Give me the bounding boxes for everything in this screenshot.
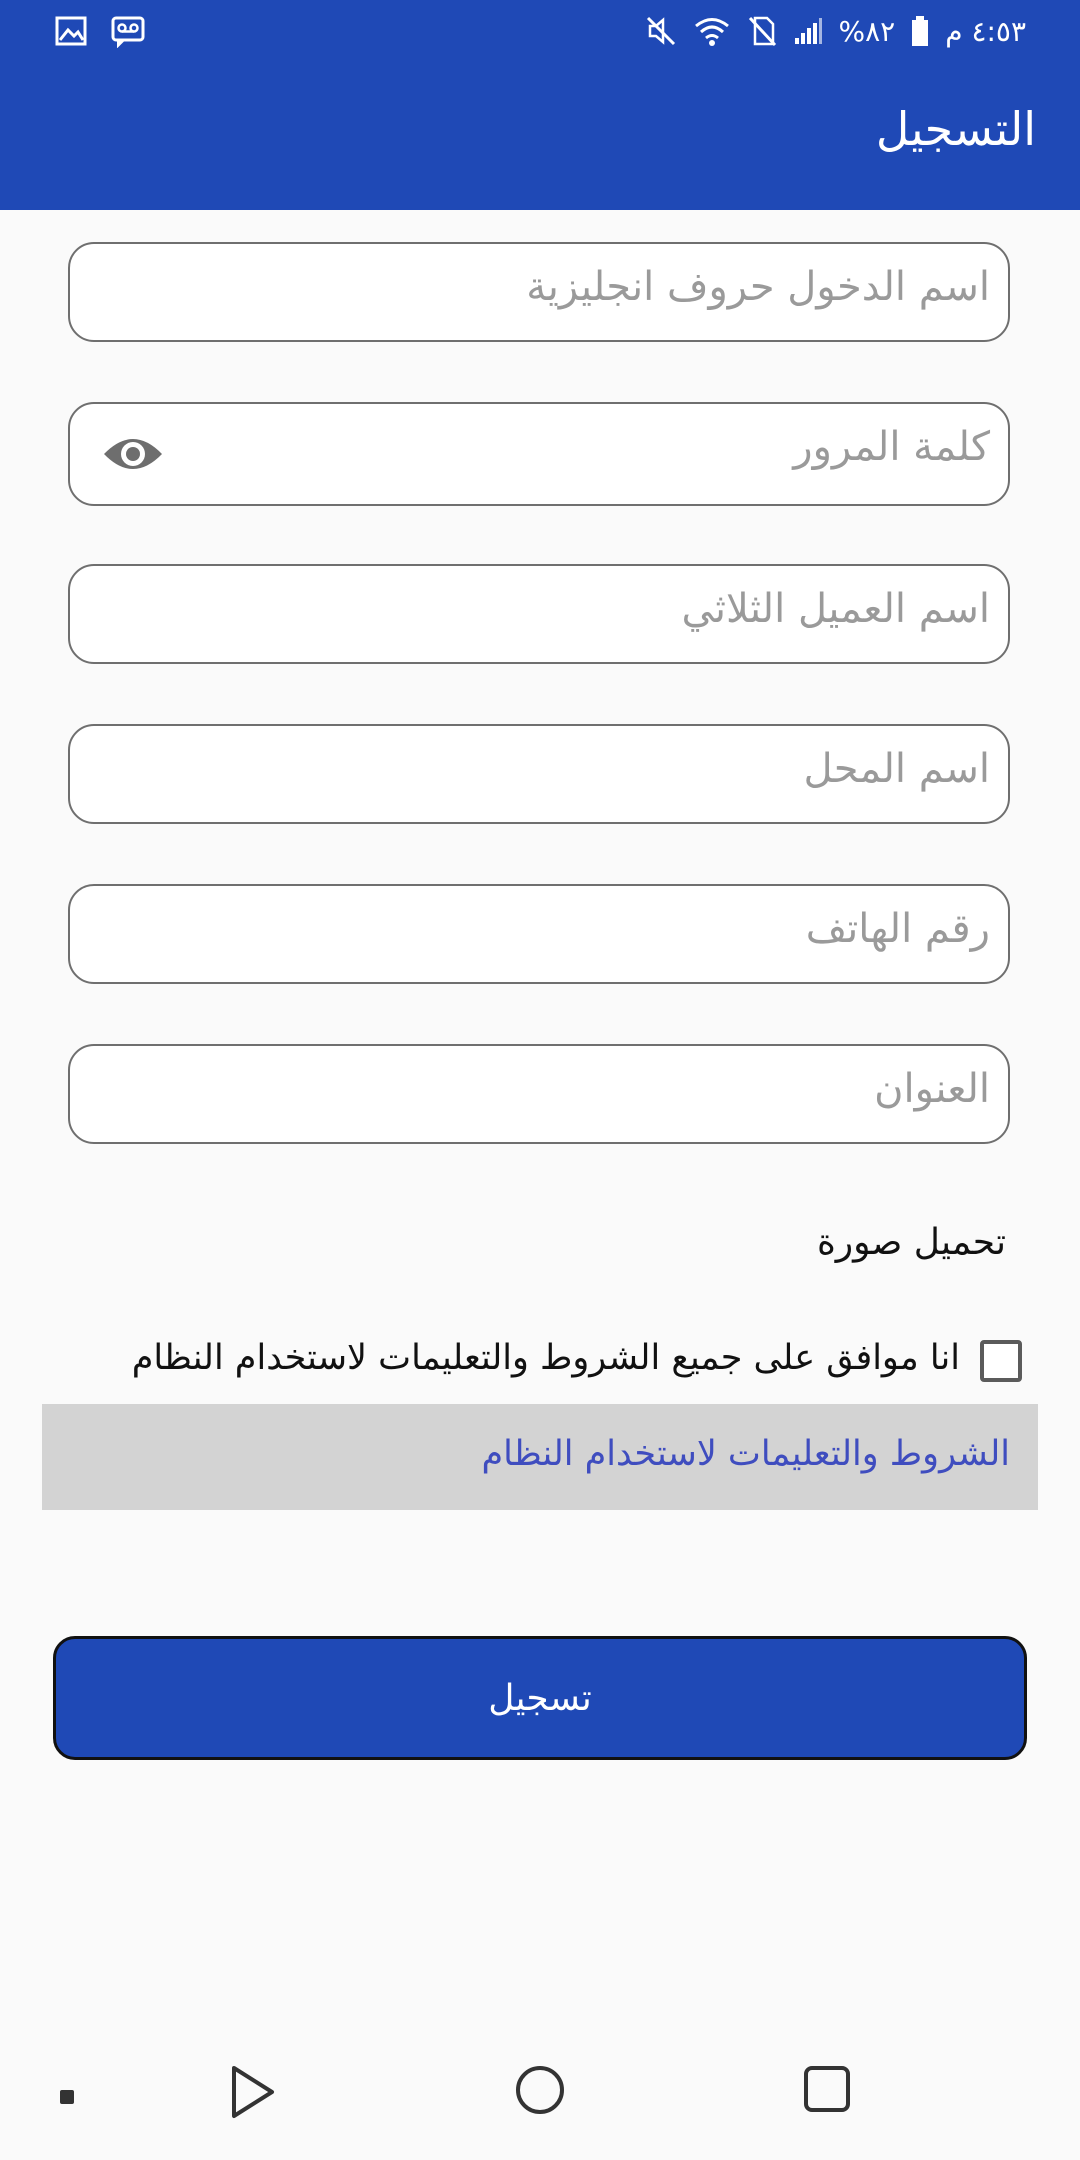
full-name-placeholder: اسم العميل الثلاثي xyxy=(681,586,990,632)
register-button-label: تسجيل xyxy=(488,1677,592,1719)
shop-name-field[interactable] xyxy=(68,724,1010,824)
navigation-bar xyxy=(0,2040,1080,2160)
home-circle-icon[interactable] xyxy=(514,2064,566,2116)
dot-icon[interactable] xyxy=(58,2088,76,2106)
phone-field[interactable] xyxy=(68,884,1010,984)
full-name-field[interactable] xyxy=(68,564,1010,664)
wifi-icon xyxy=(693,15,731,47)
terms-link[interactable]: الشروط والتعليمات لاستخدام النظام xyxy=(481,1434,1010,1474)
username-field[interactable] xyxy=(68,242,1010,342)
password-placeholder: كلمة المرور xyxy=(793,424,990,470)
battery-percent: %٨٢ xyxy=(838,14,896,48)
password-field[interactable] xyxy=(68,402,1010,506)
no-sim-icon xyxy=(747,15,777,47)
back-triangle-icon[interactable] xyxy=(228,2064,278,2120)
app-bar xyxy=(0,62,1080,210)
clock: ٤:٥٣ م xyxy=(945,14,1026,48)
address-field[interactable] xyxy=(68,1044,1010,1144)
agree-label: انا موافق على جميع الشروط والتعليمات لاستخدام النظام xyxy=(131,1338,960,1378)
phone-placeholder: رقم الهاتف xyxy=(805,906,990,952)
shop-name-placeholder: اسم المحل xyxy=(803,746,990,792)
recents-square-icon[interactable] xyxy=(802,2064,852,2114)
voicemail-icon xyxy=(110,14,146,48)
terms-box xyxy=(42,1404,1038,1510)
username-placeholder: اسم الدخول حروف انجليزية xyxy=(526,264,990,310)
mute-icon xyxy=(645,15,677,47)
eye-icon[interactable] xyxy=(102,432,164,476)
status-bar xyxy=(0,0,1080,62)
agree-checkbox[interactable] xyxy=(980,1340,1022,1382)
battery-icon xyxy=(911,15,929,47)
gallery-icon xyxy=(54,14,88,48)
register-button[interactable] xyxy=(53,1636,1027,1760)
upload-image-button[interactable]: تحميل صورة xyxy=(816,1222,1006,1263)
signal-icon xyxy=(793,16,823,46)
page-title: التسجيل xyxy=(875,102,1036,156)
address-placeholder: العنوان xyxy=(874,1066,990,1112)
